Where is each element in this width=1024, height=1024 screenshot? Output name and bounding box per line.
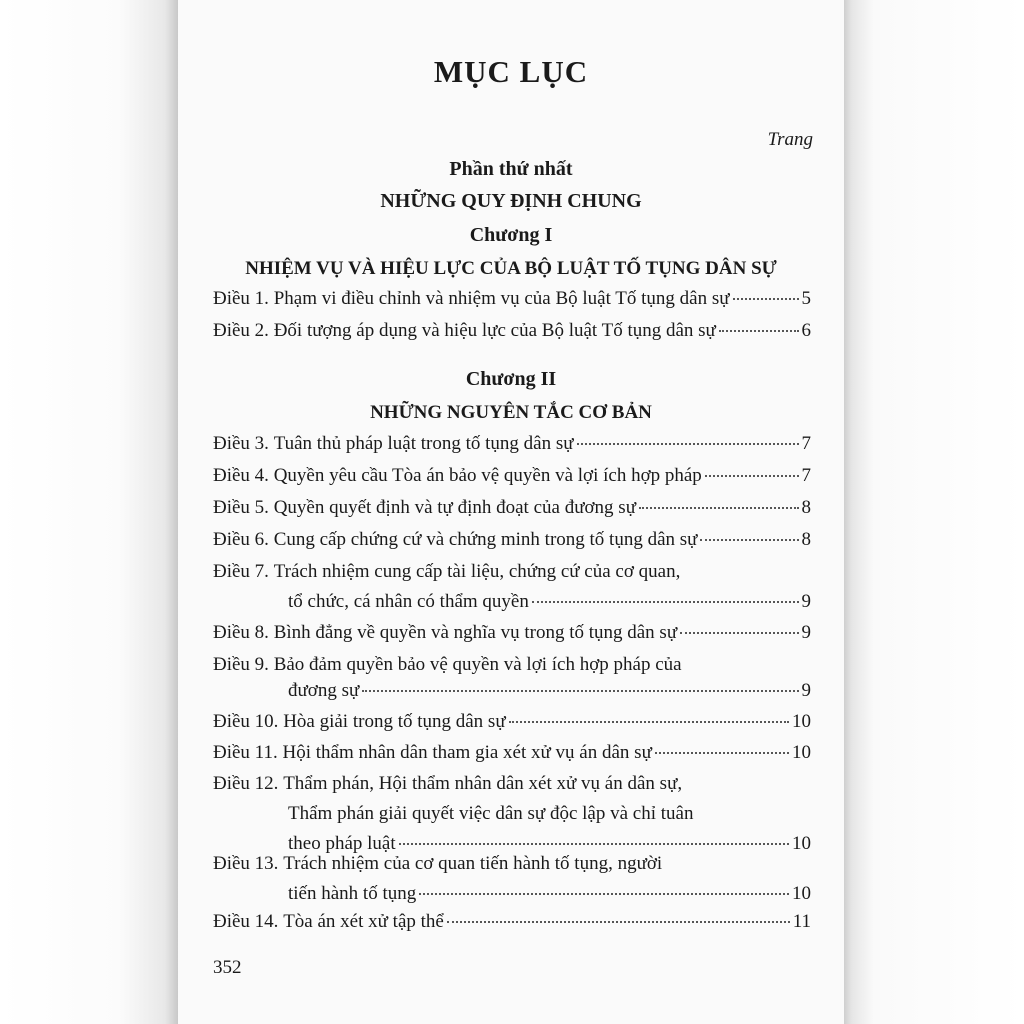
dot-leader: [719, 330, 799, 332]
toc-entry[interactable]: [213, 738, 811, 768]
toc-entry-label: Điều 4.: [213, 465, 269, 486]
toc-entry-title: Tòa án xét xử tập thể: [283, 911, 444, 932]
toc-entry-title: Thẩm phán, Hội thẩm nhân dân xét xử vụ án dân sự,: [283, 773, 683, 794]
page-edge-right: [844, 0, 1024, 1024]
toc-entry-title: Bảo đảm quyền bảo vệ quyền và lợi ích hợp pháp của: [273, 654, 682, 675]
chapter-1-label: Chương I: [469, 224, 553, 246]
toc-entry-page: 7: [801, 433, 811, 454]
page-column-label: Trang: [767, 129, 813, 150]
chapter-1-title: NHIỆM VỤ VÀ HIỆU LỰC CỦA BỘ LUẬT TỐ TỤNG DÂN SỰ: [245, 258, 777, 279]
toc-entry[interactable]: [213, 618, 811, 648]
dot-leader: [532, 601, 799, 603]
dot-leader: [639, 507, 799, 509]
toc-entry-title: Quyền yêu cầu Tòa án bảo vệ quyền và lợi ích hợp pháp: [273, 465, 702, 486]
toc-entry-title-continued: tiến hành tố tụng: [288, 883, 417, 904]
toc-entry-page: 5: [801, 288, 811, 309]
toc-entry-label: Điều 8.: [213, 622, 269, 643]
toc-entry[interactable]: [213, 461, 811, 491]
toc-entry[interactable]: [213, 525, 811, 555]
toc-entry-label: Điều 13.: [213, 853, 279, 874]
toc-entry-label: Điều 1.: [213, 288, 269, 309]
toc-entry[interactable]: [213, 429, 811, 459]
toc-entry[interactable]: [213, 493, 811, 523]
dot-leader: [700, 539, 798, 541]
toc-entry[interactable]: [213, 557, 811, 617]
toc-entry-label: Điều 6.: [213, 529, 269, 550]
toc-entry-title: Phạm vi điều chỉnh và nhiệm vụ của Bộ luật Tố tụng dân sự: [273, 288, 730, 309]
toc-entry-page: 10: [792, 883, 811, 904]
toc-entry-page: 10: [792, 711, 811, 732]
toc-entry[interactable]: [213, 849, 811, 909]
page-gutter-left: [0, 0, 178, 1024]
toc-entry-page: 7: [801, 465, 811, 486]
toc-entry-page: 11: [792, 911, 811, 932]
dot-leader: [577, 443, 799, 445]
toc-entry-title: Đối tượng áp dụng và hiệu lực của Bộ luật Tố tụng dân sự: [273, 320, 716, 341]
dot-leader: [419, 893, 789, 895]
dot-leader: [362, 690, 798, 692]
part-heading: Phần thứ nhất: [449, 158, 573, 180]
toc-entry-title-continued: đương sự: [288, 680, 360, 701]
toc-entry-label: Điều 5.: [213, 497, 269, 518]
chapter-2-title: NHỮNG NGUYÊN TẮC CƠ BẢN: [370, 402, 652, 423]
toc-entry-page: 10: [792, 833, 811, 854]
toc-entry-page: 9: [801, 622, 811, 643]
toc-entry-title-continued: theo pháp luật: [288, 833, 396, 854]
toc-entry[interactable]: [213, 907, 811, 937]
toc-entry-page: 6: [801, 320, 811, 341]
dot-leader: [705, 475, 799, 477]
toc-entry-page: 9: [801, 680, 811, 701]
toc-entry-title-continued: Thẩm phán giải quyết việc dân sự độc lập và chỉ tuân: [288, 803, 694, 824]
toc-entry-title: Hội thẩm nhân dân tham gia xét xử vụ án dân sự: [282, 742, 652, 763]
toc-entry-title-continued: tổ chức, cá nhân có thẩm quyền: [288, 591, 529, 612]
toc-entry-page: 8: [801, 497, 811, 518]
toc-entry-label: Điều 9.: [213, 654, 269, 675]
toc-entry-page: 10: [792, 742, 811, 763]
toc-title: MỤC LỤC: [433, 54, 589, 89]
toc-entry-title: Tuân thủ pháp luật trong tố tụng dân sự: [273, 433, 574, 454]
toc-entry-title: Bình đẳng về quyền và nghĩa vụ trong tố tụng dân sự: [273, 622, 678, 643]
toc-entry-label: Điều 2.: [213, 320, 269, 341]
toc-entry-label: Điều 11.: [213, 742, 278, 763]
toc-entry-title: Quyền quyết định và tự định đoạt của đương sự: [273, 497, 636, 518]
chapter-2-label: Chương II: [465, 368, 557, 390]
toc-entry-page: 8: [801, 529, 811, 550]
toc-entry[interactable]: [213, 284, 811, 314]
toc-entry-label: Điều 10.: [213, 711, 279, 732]
toc-entry-label: Điều 12.: [213, 773, 279, 794]
toc-entry-label: Điều 14.: [213, 911, 279, 932]
toc-entry-label: Điều 7.: [213, 561, 269, 582]
toc-entry[interactable]: [213, 707, 811, 737]
dot-leader: [447, 921, 790, 923]
part-title: NHỮNG QUY ĐỊNH CHUNG: [380, 190, 642, 212]
page-number: 352: [213, 957, 242, 978]
dot-leader: [733, 298, 799, 300]
dot-leader: [680, 632, 798, 634]
dot-leader: [655, 752, 789, 754]
toc-entry-title: Trách nhiệm cung cấp tài liệu, chứng cứ của cơ quan,: [273, 561, 681, 582]
toc-entry[interactable]: [213, 769, 811, 859]
toc-entry-page: 9: [801, 591, 811, 612]
toc-entry-title: Hòa giải trong tố tụng dân sự: [283, 711, 506, 732]
toc-entry[interactable]: [213, 650, 811, 706]
dot-leader: [509, 721, 789, 723]
toc-entry[interactable]: [213, 316, 811, 346]
dot-leader: [399, 843, 789, 845]
toc-entry-label: Điều 3.: [213, 433, 269, 454]
toc-entry-title: Trách nhiệm của cơ quan tiến hành tố tụng, người: [283, 853, 663, 874]
toc-entry-title: Cung cấp chứng cứ và chứng minh trong tố tụng dân sự: [273, 529, 698, 550]
